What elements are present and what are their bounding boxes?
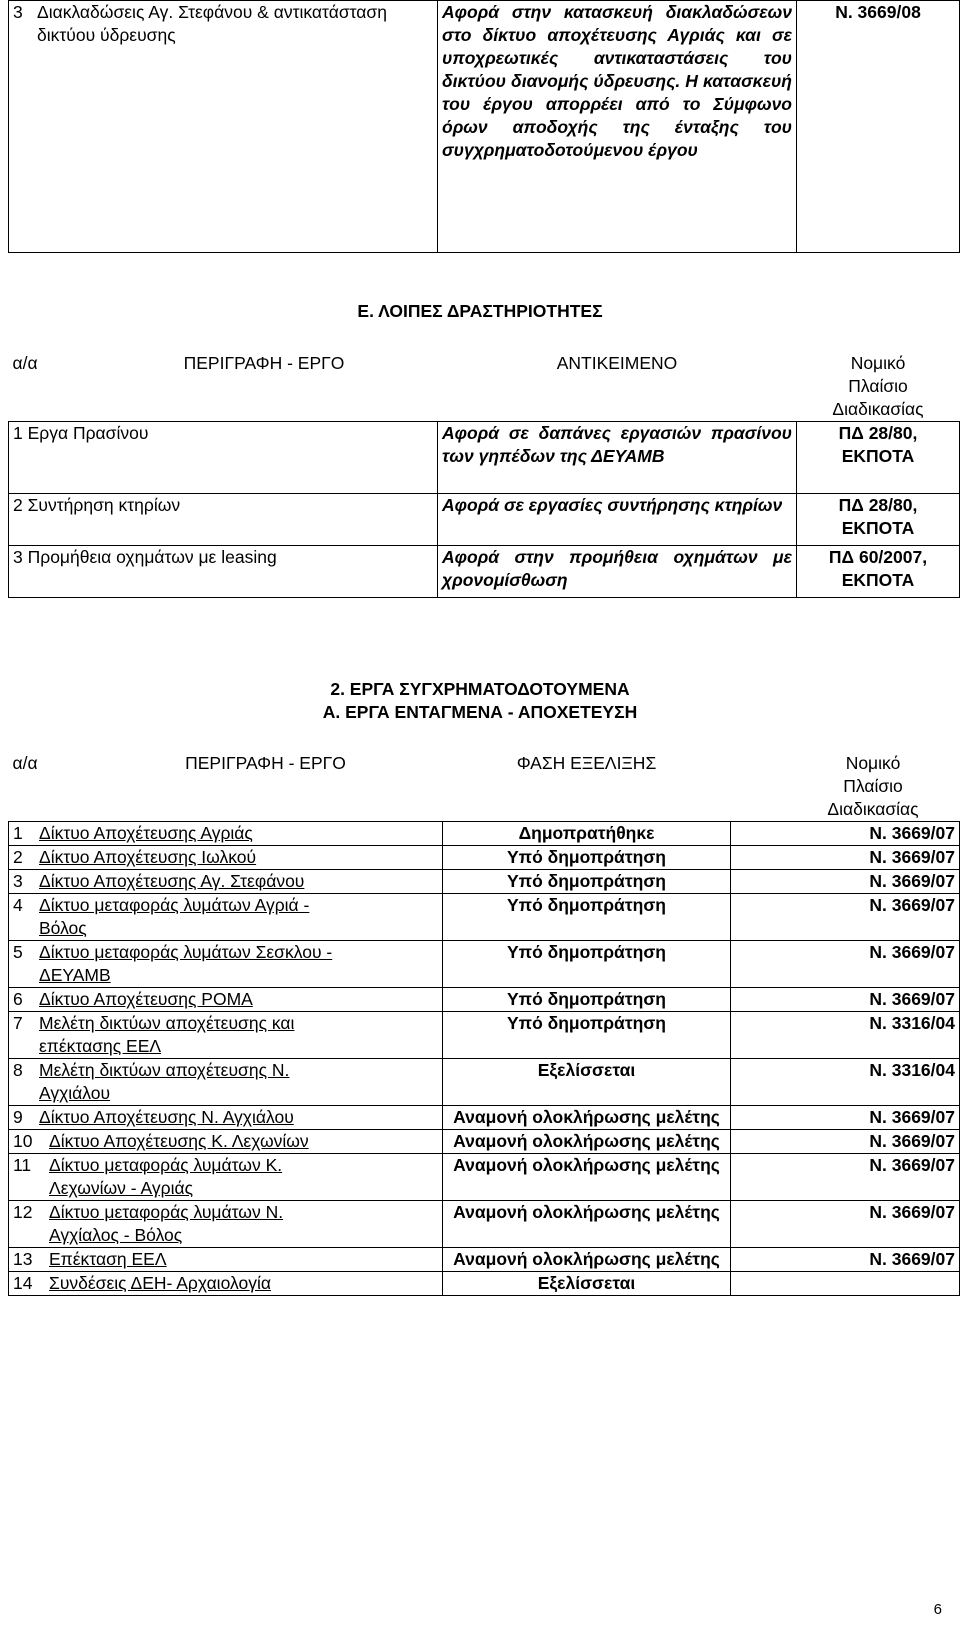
section-2-table <box>8 752 960 1296</box>
description-text: Διακλαδώσεις Αγ. Στεφάνου & αντικατάσταση δικτύου ύδρευσης <box>37 2 387 45</box>
section-e-title: Ε. ΛΟΙΠΕΣ ΔΡΑΣΤΗΡΙΟΤΗΤΕΣ <box>357 301 603 321</box>
description-text: Δίκτυο Αποχέτευσης Κ. Λεχωνίων <box>49 1131 309 1151</box>
description-text: Προμήθεια οχημάτων με leasing <box>27 547 277 567</box>
row-number: 3 <box>13 871 23 891</box>
law-cell: Ν. 3669/07 <box>731 822 960 846</box>
law-line-2: ΕΚΠΟΤΑ <box>841 446 915 466</box>
law-cell: Ν. 3669/07 <box>731 1130 960 1154</box>
law-cell: Ν. 3669/07 <box>731 1248 960 1272</box>
description-cell <box>9 1012 443 1059</box>
law-cell <box>797 546 960 598</box>
phase-cell: Υπό δημοπράτηση <box>443 894 731 941</box>
header-row <box>9 352 960 422</box>
description-text: Συνδέσεις ΔΕΗ- Αρχαιολογία <box>49 1273 271 1293</box>
phase-cell: Υπό δημοπράτηση <box>443 1012 731 1059</box>
description-text: Δίκτυο Αποχέτευσης Αγριάς <box>39 823 253 843</box>
table-row <box>9 1248 960 1272</box>
law-cell: Ν. 3316/04 <box>731 1059 960 1106</box>
description-text: Επέκταση ΕΕΛ <box>49 1249 167 1269</box>
row-number: 5 <box>13 942 23 962</box>
phase-cell: Αναμονή ολοκλήρωσης μελέτης <box>443 1201 731 1248</box>
description-text: Δίκτυο Αποχέτευσης Αγ. Στεφάνου <box>39 871 305 891</box>
row-number: 4 <box>13 895 23 915</box>
header-law-line-2: Πλαίσιο <box>848 376 908 396</box>
header-law-line-3: Διαδικασίας <box>832 399 924 419</box>
row-number: 12 <box>13 1202 33 1222</box>
description-cell <box>9 1201 443 1248</box>
table-row <box>9 1272 960 1296</box>
header-num: α/α <box>12 753 38 773</box>
phase-cell: Εξελίσσεται <box>443 1059 731 1106</box>
description-text: Δίκτυο μεταφοράς λυμάτων Κ. Λεχωνίων - Αγριάς <box>49 1155 283 1198</box>
description-text: Εργα Πρασίνου <box>27 423 149 443</box>
law-cell: Ν. 3669/07 <box>731 1106 960 1130</box>
description-cell <box>9 546 438 598</box>
row-number: 2 <box>13 495 23 515</box>
header-description-cell <box>9 352 438 422</box>
table-row <box>9 870 960 894</box>
law-cell: Ν. 3669/07 <box>731 988 960 1012</box>
description-text: Δίκτυο μεταφοράς λυμάτων Σεσκλου - ΔΕΥΑΜΒ <box>39 942 333 985</box>
table-row <box>9 1 960 253</box>
header-description: ΠΕΡΙΓΡΑΦΗ - ΕΡΓΟ <box>185 753 346 773</box>
description-text: Δίκτυο Αποχέτευσης Ν. Αγχιάλου <box>39 1107 294 1127</box>
law-line-1: ΠΔ 28/80, <box>838 423 918 443</box>
law-cell <box>731 1272 960 1296</box>
row-number: 3 <box>13 2 23 22</box>
table-row <box>9 1059 960 1106</box>
description-text: Δίκτυο μεταφοράς λυμάτων Αγριά - Βόλος <box>39 895 310 938</box>
header-phase: ΦΑΣΗ ΕΞΕΛΙΞΗΣ <box>516 753 657 773</box>
phase-cell: Αναμονή ολοκλήρωσης μελέτης <box>443 1106 731 1130</box>
description-cell <box>9 870 443 894</box>
table-row <box>9 988 960 1012</box>
table-row <box>9 1012 960 1059</box>
description-cell <box>9 1106 443 1130</box>
top-table <box>8 0 960 253</box>
law-cell: Ν. 3669/07 <box>731 846 960 870</box>
table-row <box>9 1106 960 1130</box>
description-cell <box>9 1248 443 1272</box>
row-number: 7 <box>13 1013 23 1033</box>
row-number: 1 <box>13 423 23 443</box>
row-number: 13 <box>13 1249 33 1269</box>
row-number: 10 <box>13 1131 33 1151</box>
phase-cell: Υπό δημοπράτηση <box>443 988 731 1012</box>
row-number: 3 <box>13 547 23 567</box>
description-cell <box>9 422 438 494</box>
table-row <box>9 1201 960 1248</box>
description-cell <box>9 822 443 846</box>
law-line-1: ΠΔ 28/80, <box>838 495 918 515</box>
section-e-table <box>8 352 960 598</box>
law-cell: Ν. 3669/07 <box>731 1201 960 1248</box>
section-2-body <box>9 822 960 1296</box>
law-cell <box>797 494 960 546</box>
law-cell: Ν. 3669/07 <box>731 894 960 941</box>
header-num: α/α <box>12 353 38 373</box>
object-cell: Αφορά στην κατασκευή διακλαδώσεων στο δίκτυο αποχέτευσης Αγριάς και σε υποχρεωτικές αντικαταστάσεις του δικτύου διανομής ύδρευσης. Η κατασκευή του έργου απορρέει από το Σύμφωνο όρων αποδοχής της ένταξης του συγχρηματοδοτούμενου έργου <box>438 1 797 253</box>
section-2-subtitle: Α. ΕΡΓΑ ΕΝΤΑΓΜΕΝΑ - ΑΠΟΧΕΤΕΥΣΗ <box>322 702 638 722</box>
description-cell <box>9 494 438 546</box>
law-cell: Ν. 3669/07 <box>731 1154 960 1201</box>
law-line-2: ΕΚΠΟΤΑ <box>841 570 915 590</box>
header-description-cell <box>9 752 443 822</box>
header-law <box>797 352 960 422</box>
description-cell <box>9 988 443 1012</box>
law-line-1: ΠΔ 60/2007, <box>828 547 928 567</box>
table-row <box>9 546 960 598</box>
description-cell <box>9 1059 443 1106</box>
description-cell <box>9 1272 443 1296</box>
description-cell <box>9 846 443 870</box>
object-cell: Αφορά στην προμήθεια οχημάτων με χρονομίσθωση <box>438 546 797 598</box>
law-cell: Ν. 3316/04 <box>731 1012 960 1059</box>
description-text: Δίκτυο Αποχέτευσης Ιωλκού <box>39 847 257 867</box>
row-number: 6 <box>13 989 23 1009</box>
section-2-title: 2. ΕΡΓΑ ΣΥΓΧΡΗΜΑΤΟΔΟΤΟΥΜΕΝΑ <box>330 679 630 699</box>
header-description: ΠΕΡΙΓΡΑΦΗ - ΕΡΓΟ <box>183 353 345 373</box>
table-row <box>9 1130 960 1154</box>
description-cell <box>9 1 438 253</box>
description-text: Μελέτη δικτύων αποχέτευσης Ν. Αγχιάλου <box>39 1060 290 1103</box>
phase-cell: Υπό δημοπράτηση <box>443 941 731 988</box>
description-cell <box>9 941 443 988</box>
header-row <box>9 752 960 822</box>
table-row <box>9 846 960 870</box>
phase-cell: Υπό δημοπράτηση <box>443 870 731 894</box>
table-row <box>9 422 960 494</box>
table-row <box>9 894 960 941</box>
law-line-2: ΕΚΠΟΤΑ <box>841 518 915 538</box>
table-row <box>9 822 960 846</box>
law-cell: Ν. 3669/07 <box>731 941 960 988</box>
row-number: 2 <box>13 847 23 867</box>
row-number: 9 <box>13 1107 23 1127</box>
phase-cell: Αναμονή ολοκλήρωσης μελέτης <box>443 1154 731 1201</box>
header-law-line-3: Διαδικασίας <box>827 799 919 819</box>
phase-cell: Υπό δημοπράτηση <box>443 846 731 870</box>
row-number: 11 <box>13 1155 32 1175</box>
description-text: Συντήρηση κτηρίων <box>27 495 181 515</box>
header-law-line-2: Πλαίσιο <box>843 776 903 796</box>
row-number: 1 <box>13 823 23 843</box>
law-cell: Ν. 3669/08 <box>797 1 960 253</box>
description-text: Δίκτυο Αποχέτευσης ΡΟΜΑ <box>39 989 253 1009</box>
row-number: 14 <box>13 1273 33 1293</box>
object-cell: Αφορά σε δαπάνες εργασιών πρασίνου των γηπέδων της ΔΕΥΑΜΒ <box>438 422 797 494</box>
table-row <box>9 1154 960 1201</box>
description-text: Μελέτη δικτύων αποχέτευσης και επέκτασης ΕΕΛ <box>39 1013 295 1056</box>
page-number: 6 <box>933 1601 942 1618</box>
row-number: 8 <box>13 1060 23 1080</box>
header-object: ΑΝΤΙΚΕΙΜΕΝΟ <box>556 353 678 373</box>
phase-cell: Αναμονή ολοκλήρωσης μελέτης <box>443 1248 731 1272</box>
description-cell <box>9 1154 443 1201</box>
header-law-line-1: Νομικό <box>850 353 906 373</box>
header-law <box>731 752 960 822</box>
law-cell <box>797 422 960 494</box>
table-row <box>9 494 960 546</box>
table-row <box>9 941 960 988</box>
header-law-line-1: Νομικό <box>845 753 901 773</box>
law-cell: Ν. 3669/07 <box>731 870 960 894</box>
phase-cell: Εξελίσσεται <box>443 1272 731 1296</box>
phase-cell: Αναμονή ολοκλήρωσης μελέτης <box>443 1130 731 1154</box>
object-cell: Αφορά σε εργασίες συντήρησης κτηρίων <box>438 494 797 546</box>
description-cell <box>9 894 443 941</box>
phase-cell: Δημοπρατήθηκε <box>443 822 731 846</box>
description-text: Δίκτυο μεταφοράς λυμάτων Ν. Αγχίαλος - Βόλος <box>49 1202 284 1245</box>
description-cell <box>9 1130 443 1154</box>
